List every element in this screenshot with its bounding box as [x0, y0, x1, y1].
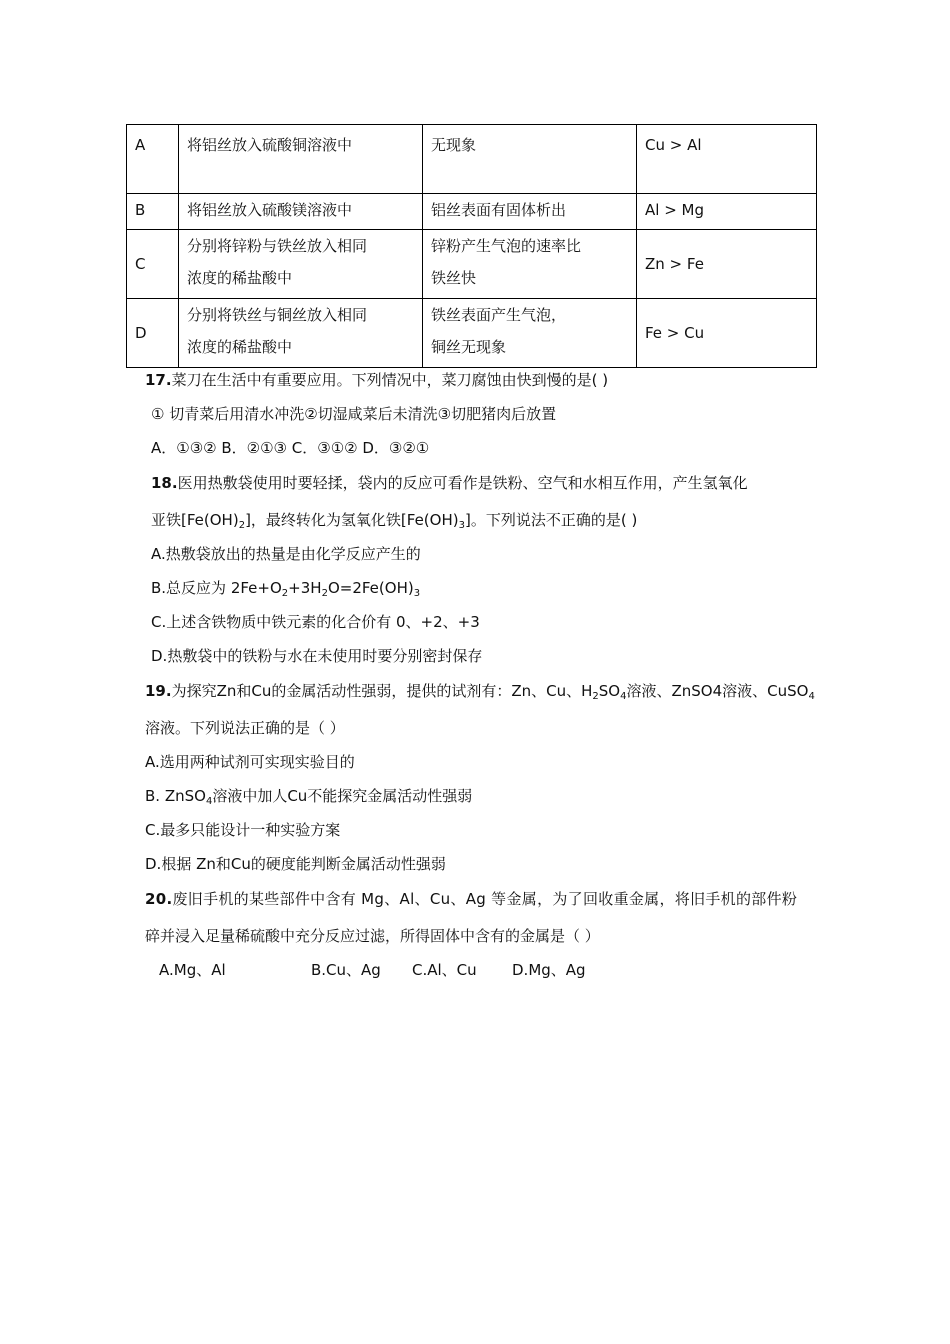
q19-option-a: A.选用两种试剂可实现实验目的 [145, 753, 355, 771]
question-number: 19. [145, 682, 172, 700]
text-part: B. ZnSO [145, 787, 206, 805]
phenomenon-cell: 无现象 [423, 125, 637, 194]
text-part: 溶液中加人Cu不能探究金属活动性强弱 [212, 787, 473, 805]
conclusion-cell: Cu > Al [637, 125, 817, 194]
phenomenon-line-2: 铁丝快 [431, 269, 477, 287]
question-number: 20. [145, 890, 173, 908]
operation-cell [179, 230, 423, 299]
question-text: 废旧手机的某些部件中含有 Mg、Al、Cu、Ag 等金属，为了回收重金属，将旧手机的部件粉 [172, 890, 798, 908]
phenomenon-line-1: 锌粉产生气泡的速率比 [431, 237, 582, 255]
question-text: 医用热敷袋使用时要轻揉，袋内的反应可看作是铁粉、空气和水相互作用，产生氢氧化 [177, 474, 748, 492]
q19-stem [145, 681, 815, 701]
subscript: 3 [413, 588, 421, 599]
q20-option-c: C.Al、Cu [412, 961, 477, 979]
row-label: A [127, 125, 179, 194]
operation-cell [179, 299, 423, 368]
conclusion-cell: Al > Mg [637, 194, 817, 230]
q18-option-b [151, 578, 420, 598]
phenomenon-cell: 铝丝表面有固体析出 [423, 194, 637, 230]
phenomenon-cell [423, 230, 637, 299]
text-part: 为探究Zn和Cu的金属活动性强弱，提供的试剂有：Zn、Cu、H [171, 682, 593, 700]
row-label: C [127, 230, 179, 299]
q20-option-d: D.Mg、Ag [512, 961, 586, 979]
row-label: B [127, 194, 179, 230]
table-row [127, 125, 817, 194]
question-number: 18. [151, 474, 178, 492]
q17-items: ① 切青菜后用清水冲洗②切湿咸菜后未清洗③切肥猪肉后放置 [151, 405, 557, 423]
operation-line-2: 浓度的稀盐酸中 [187, 338, 293, 356]
q20-stem [145, 889, 797, 909]
operation-cell: 将铝丝放入硫酸镁溶液中 [179, 194, 423, 230]
q20-stem-line2: 碎并浸入足量稀硫酸中充分反应过滤，所得固体中含有的金属是（ ） [145, 927, 600, 945]
q18-option-c: C.上述含铁物质中铁元素的化合价有 0、+2、+3 [151, 613, 480, 631]
question-number: 17. [145, 371, 172, 389]
q17-options: A．①③② B．②①③ C．③①② D．③②① [151, 439, 430, 457]
subscript: 4 [205, 796, 213, 807]
q18-option-d: D.热敷袋中的铁粉与水在未使用时要分别密封保存 [151, 647, 483, 665]
text-part: SO [598, 682, 621, 700]
text-part: ]。下列说法不正确的是( ) [464, 511, 638, 529]
row-label: D [127, 299, 179, 368]
q17-stem [145, 370, 608, 390]
subscript: 3 [458, 520, 465, 531]
subscript: 2 [592, 691, 599, 702]
q19-option-b [145, 786, 472, 806]
operation-line-1: 分别将锌粉与铁丝放入相同 [187, 237, 368, 255]
table-row [127, 299, 817, 368]
subscript: 4 [620, 691, 627, 702]
operation-line-1: 分别将铁丝与铜丝放入相同 [187, 306, 368, 324]
subscript: 2 [321, 588, 328, 599]
q19-option-c: C.最多只能设计一种实验方案 [145, 821, 341, 839]
table-row [127, 194, 817, 230]
q18-stem [151, 473, 748, 493]
subscript: 2 [281, 588, 289, 599]
conclusion-cell: Zn > Fe [637, 230, 817, 299]
text-part: ]，最终转化为氢氧化铁[Fe(OH) [245, 511, 459, 529]
q20-option-b: B.Cu、Ag [311, 961, 381, 979]
subscript: 2 [238, 520, 246, 531]
text-part: B.总反应为 2Fe+O [151, 579, 282, 597]
text-part: 溶液、ZnSO4溶液、CuSO [626, 682, 809, 700]
phenomenon-cell [423, 299, 637, 368]
operation-cell: 将铝丝放入硫酸铜溶液中 [179, 125, 423, 194]
experiment-table [126, 124, 817, 368]
q18-option-a: A.热敷袋放出的热量是由化学反应产生的 [151, 545, 421, 563]
q19-stem-line2: 溶液。下列说法正确的是（ ） [145, 719, 345, 737]
text-part: 亚铁[Fe(OH) [151, 511, 239, 529]
conclusion-cell: Fe > Cu [637, 299, 817, 368]
q19-option-d: D.根据 Zn和Cu的硬度能判断金属活动性强弱 [145, 855, 446, 873]
q18-stem-line2 [151, 510, 637, 530]
table-row [127, 230, 817, 299]
operation-line-2: 浓度的稀盐酸中 [187, 269, 293, 287]
text-part: +3H [288, 579, 322, 597]
subscript: 4 [808, 691, 815, 702]
text-part: O=2Fe(OH) [327, 579, 414, 597]
phenomenon-line-2: 铜丝无现象 [431, 338, 507, 356]
phenomenon-line-1: 铁丝表面产生气泡， [431, 306, 567, 324]
q20-option-a: A.Mg、Al [159, 961, 226, 979]
question-text: 菜刀在生活中有重要应用。下列情况中，菜刀腐蚀由快到慢的是( ) [171, 371, 609, 389]
